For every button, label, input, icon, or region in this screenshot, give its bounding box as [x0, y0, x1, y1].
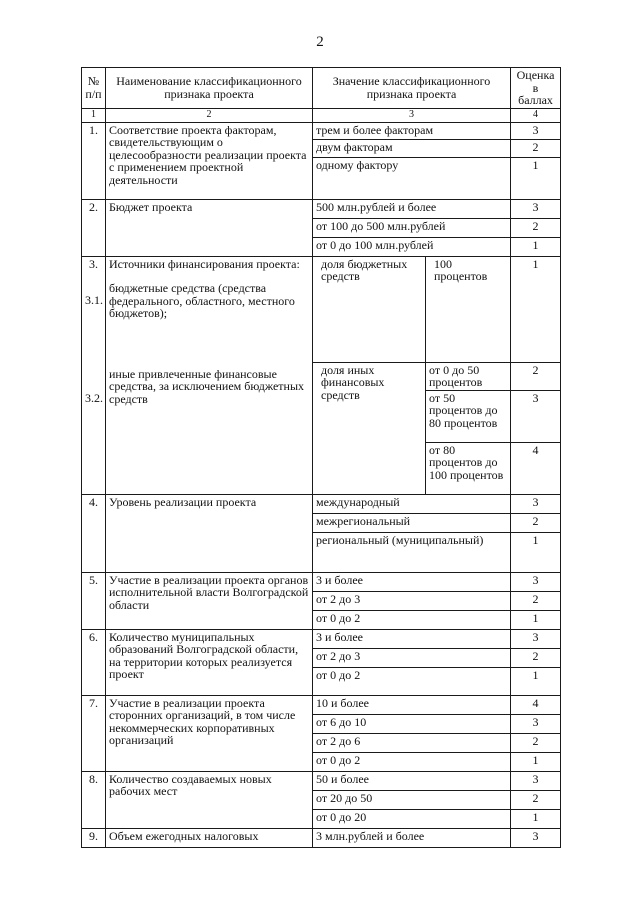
criterion-value: от 0 до 2	[313, 667, 511, 695]
criterion-score: 3	[511, 122, 561, 139]
criterion-name: Уровень реализации проекта	[106, 494, 313, 572]
criterion-value: 3 и более	[313, 629, 511, 648]
sub-criterion-number: 3.2.	[85, 390, 103, 405]
criterion-name	[106, 256, 313, 494]
column-index: 1	[82, 108, 106, 122]
criterion-score: 1	[511, 256, 561, 362]
criterion-value: от 0 до 20	[313, 809, 511, 828]
criterion-value: 3 млн.рублей и более	[313, 828, 511, 847]
criterion-number: 7.	[82, 695, 106, 771]
criterion-score: 1	[511, 752, 561, 771]
criterion-score: 1	[511, 809, 561, 828]
criterion-score: 3	[511, 494, 561, 513]
criterion-name-main: Источники финансирования проекта:	[109, 256, 300, 271]
table-row	[82, 695, 561, 714]
criterion-number: 8.	[82, 771, 106, 828]
header-name: Наименование классификационного признака проекта	[106, 68, 313, 109]
criterion-score: 1	[511, 237, 561, 256]
sub-criterion-name: иные привлеченные финансовые средства, за исключением бюджетных средств	[109, 366, 305, 406]
criteria-table	[81, 67, 561, 848]
criterion-number: 6.	[82, 629, 106, 695]
criterion-value: от 0 до 100 млн.рублей	[313, 237, 511, 256]
column-index: 2	[106, 108, 313, 122]
criterion-name: Бюджет проекта	[106, 199, 313, 256]
criterion-name: Соответствие проекта факторам, свидетельствующим о целесообразности реализации проекта с применением проектной деятельности	[106, 122, 313, 199]
criterion-score: 2	[511, 591, 561, 610]
criterion-value: одному фактору	[313, 157, 511, 199]
criterion-score: 1	[511, 157, 561, 199]
table-row	[82, 828, 561, 847]
criterion-name: Участие в реализации проекта органов исполнительной власти Волгоградской области	[106, 572, 313, 629]
criterion-score: 4	[511, 695, 561, 714]
criterion-number: 1.	[82, 122, 106, 199]
criterion-number: 4.	[82, 494, 106, 572]
column-index-row	[82, 108, 561, 122]
criterion-score: 3	[511, 390, 561, 442]
criterion-score: 3	[511, 629, 561, 648]
criterion-value: от 6 до 10	[313, 714, 511, 733]
criterion-score: 2	[511, 648, 561, 667]
criterion-score: 3	[511, 572, 561, 591]
criterion-value: 500 млн.рублей и более	[313, 199, 511, 218]
criterion-score: 2	[511, 513, 561, 532]
table-row	[82, 771, 561, 790]
criterion-value: 3 и более	[313, 572, 511, 591]
criterion-score: 3	[511, 199, 561, 218]
criterion-number: 5.	[82, 572, 106, 629]
column-index: 4	[511, 108, 561, 122]
header-num: № п/п	[82, 68, 106, 109]
criterion-number-main: 3.	[89, 256, 98, 271]
criterion-value: 100 процентов	[426, 256, 511, 362]
criterion-score: 3	[511, 714, 561, 733]
share-label: доля иных финансовых средств	[313, 362, 426, 494]
criterion-value: 10 и более	[313, 695, 511, 714]
criterion-name: Количество муниципальных образований Волгоградской области, на территории которых реализуется проект	[106, 629, 313, 695]
criterion-score: 1	[511, 667, 561, 695]
criterion-name: Количество создаваемых новых рабочих мест	[106, 771, 313, 828]
criterion-number: 9.	[82, 828, 106, 847]
table-header-row	[82, 68, 561, 109]
criterion-value: от 20 до 50	[313, 790, 511, 809]
criterion-value: от 2 до 3	[313, 591, 511, 610]
sub-criterion-name: бюджетные средства (средства федерального, областного, местного бюджетов);	[109, 281, 295, 320]
criterion-value: межрегиональный	[313, 513, 511, 532]
criterion-score: 3	[511, 828, 561, 847]
share-label: доля бюджетных средств	[313, 256, 426, 362]
header-score: Оценка в баллах	[511, 68, 561, 109]
criterion-value: от 100 до 500 млн.рублей	[313, 218, 511, 237]
criterion-value: двум факторам	[313, 139, 511, 157]
criterion-value: от 80 процентов до 100 процентов	[426, 442, 511, 494]
criterion-score: 2	[511, 790, 561, 809]
criterion-score: 1	[511, 532, 561, 572]
criterion-number: 2.	[82, 199, 106, 256]
sub-criterion-number: 3.1.	[85, 293, 103, 307]
table-row	[82, 199, 561, 218]
column-index: 3	[313, 108, 511, 122]
header-value: Значение классификационного признака проекта	[313, 68, 511, 109]
criterion-value: региональный (муниципальный)	[313, 532, 511, 572]
criterion-value: от 2 до 6	[313, 733, 511, 752]
table-row	[82, 629, 561, 648]
criterion-value: от 50 процентов до 80 процентов	[426, 390, 511, 442]
criterion-value: от 0 до 50 процентов	[426, 362, 511, 390]
criterion-value: от 0 до 2	[313, 610, 511, 629]
table-row	[82, 572, 561, 591]
criterion-value: международный	[313, 494, 511, 513]
criterion-value: от 2 до 3	[313, 648, 511, 667]
criterion-score: 2	[511, 139, 561, 157]
criterion-score: 2	[511, 218, 561, 237]
criterion-number	[82, 256, 106, 494]
table-row	[82, 494, 561, 513]
criterion-value: трем и более факторам	[313, 122, 511, 139]
table-row	[82, 256, 561, 362]
criterion-score: 2	[511, 362, 561, 390]
criterion-score: 2	[511, 733, 561, 752]
criterion-value: 50 и более	[313, 771, 511, 790]
criterion-name: Участие в реализации проекта сторонних организаций, в том числе некоммерческих корпоративных организаций	[106, 695, 313, 771]
table-row	[82, 122, 561, 139]
criterion-score: 1	[511, 610, 561, 629]
criterion-name: Объем ежегодных налоговых	[106, 828, 313, 847]
page-number: 2	[316, 34, 324, 50]
criterion-value: от 0 до 2	[313, 752, 511, 771]
criterion-score: 3	[511, 771, 561, 790]
criterion-score: 4	[511, 442, 561, 494]
